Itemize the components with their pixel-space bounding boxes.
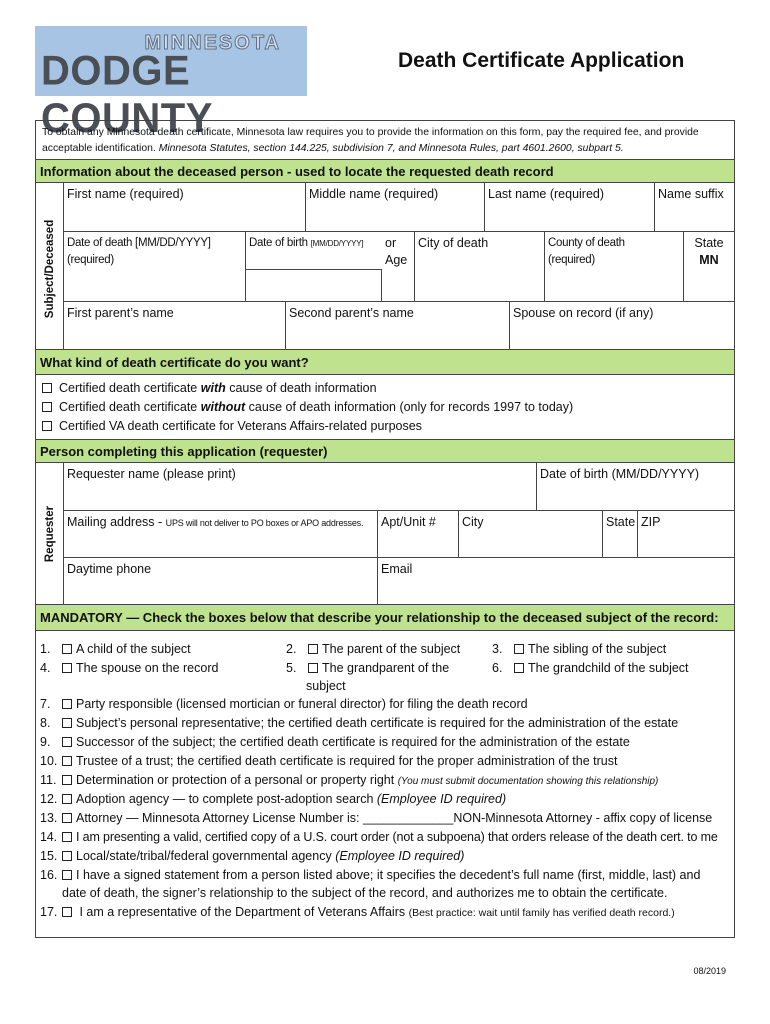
relationship-10[interactable]: 10. Trustee of a trust; the certified death certificate is required for the proper administration of the trust [40, 754, 618, 768]
checkbox[interactable] [308, 644, 318, 654]
kind-option-2[interactable]: Certified death certificate without cause of death information (only for records 1997 to today) [42, 398, 573, 416]
relationship-6[interactable]: 6. The grandchild of the subject [492, 661, 689, 675]
last-name-field[interactable]: Last name (required) [485, 183, 655, 232]
relationship-3[interactable]: 3. The sibling of the subject [492, 642, 667, 656]
relationship-16-cont: date of death, the signer’s relationship to the subject of the record, and authorizes me to obtain the certificate. [62, 886, 668, 900]
date-of-death-field[interactable]: Date of death [MM/DD/YYYY] (required) [64, 232, 246, 302]
relationship-11[interactable]: 11. Determination or protection of a personal or property right (You must submit documentation showing this relationship) [40, 773, 659, 787]
requester-name-field[interactable]: Requester name (please print) [64, 463, 537, 511]
first-parent-field[interactable]: First parent’s name [64, 302, 286, 354]
state-field: State MN [684, 232, 734, 302]
age-field[interactable]: or Age [382, 232, 415, 302]
checkbox[interactable] [514, 663, 524, 673]
checkbox[interactable] [62, 832, 72, 842]
intro-statute: Minnesota Statutes, section 144.225, subdivision 7, and Minnesota Rules, part 4601.2600, subpart 5. [158, 142, 624, 154]
relationship-14[interactable]: 14. I am presenting a valid, certified copy of a U.S. court order (not a subpoena) that orders release of the death cert. to me [40, 830, 718, 844]
relationship-7[interactable]: 7. Party responsible (licensed mortician or funeral director) for filing the death record [40, 697, 528, 711]
second-parent-field[interactable]: Second parent’s name [286, 302, 510, 354]
middle-name-field[interactable]: Middle name (required) [306, 183, 485, 232]
relationship-1[interactable]: 1. A child of the subject [40, 642, 191, 656]
relationship-8[interactable]: 8. Subject’s personal representative; the certified death certificate is required for the administration of the estate [40, 716, 679, 730]
apt-unit-field[interactable]: Apt/Unit # [378, 511, 459, 558]
relationship-15[interactable]: 15. Local/state/tribal/federal governmental agency (Employee ID required) [40, 849, 465, 863]
checkbox[interactable] [62, 794, 72, 804]
county-of-death-field[interactable]: County of death (required) [545, 232, 684, 302]
checkbox[interactable] [62, 644, 72, 654]
state-value: MN [699, 253, 719, 267]
date-of-birth-blank[interactable] [246, 270, 382, 302]
spouse-field[interactable]: Spouse on record (if any) [510, 302, 734, 354]
relationship-9[interactable]: 9. Successor of the subject; the certified death certificate is required for the administration of the estate [40, 735, 630, 749]
intro-text: To obtain any Minnesota death certificate, Minnesota law requires you to provide the information on this form, pay the required fee, and provide acceptable identification. Minnesota Statutes, section 144.225, subdivision 7, and Minnesota Rules, part 4601.2600, subpart 5. [42, 127, 699, 154]
checkbox[interactable] [62, 907, 72, 917]
requester-section-heading: Person completing this application (requester) [36, 439, 734, 463]
date-of-birth-field[interactable]: Date of birth [MM/DD/YYYY] [246, 232, 382, 270]
deceased-section-heading: Information about the deceased person - used to locate the requested death record [36, 159, 734, 183]
city-of-death-field[interactable]: City of death [415, 232, 545, 302]
requester-dob-field[interactable]: Date of birth (MM/DD/YYYY) [537, 463, 734, 511]
first-name-field[interactable]: First name (required) [64, 183, 306, 232]
relationship-12[interactable]: 12. Adoption agency — to complete post-adoption search (Employee ID required) [40, 792, 507, 806]
email-field[interactable]: Email [378, 558, 734, 605]
checkbox[interactable] [514, 644, 524, 654]
relationship-2[interactable]: 2. The parent of the subject [286, 642, 461, 656]
checkbox[interactable] [308, 663, 318, 673]
checkbox[interactable] [62, 851, 72, 861]
kind-section-heading: What kind of death certificate do you want? [36, 349, 734, 375]
city-field[interactable]: City [459, 511, 603, 558]
relationship-4[interactable]: 4. The spouse on the record [40, 661, 219, 675]
mailing-address-field[interactable]: Mailing address - UPS will not deliver to PO boxes or APO addresses. [64, 511, 378, 558]
dodge-county-logo [35, 26, 307, 142]
form-revision-date: 08/2019 [693, 966, 726, 976]
checkbox[interactable] [62, 737, 72, 747]
relationship-5-cont: subject [306, 679, 346, 693]
kind-option-3[interactable]: Certified VA death certificate for Veterans Affairs-related purposes [42, 417, 422, 435]
checkbox[interactable] [62, 663, 72, 673]
checkbox[interactable] [42, 402, 52, 412]
checkbox[interactable] [62, 870, 72, 880]
relationship-16[interactable]: 16. I have a signed statement from a person listed above; it specifies the decedent’s full name (first, middle, last) and [40, 868, 701, 882]
checkbox[interactable] [62, 718, 72, 728]
relationship-5[interactable]: 5. The grandparent of the [286, 661, 450, 675]
checkbox[interactable] [62, 756, 72, 766]
requester-side-label: Requester [36, 463, 64, 605]
mandatory-section-heading: MANDATORY — Check the boxes below that describe your relationship to the deceased subject of the record: [36, 605, 734, 631]
daytime-phone-field[interactable]: Daytime phone [64, 558, 378, 605]
checkbox[interactable] [62, 699, 72, 709]
checkbox[interactable] [42, 383, 52, 393]
checkbox[interactable] [42, 421, 52, 431]
relationship-17[interactable]: 17. I am a representative of the Department of Veterans Affairs (Best practice: wait until family has verified death record.) [40, 905, 675, 919]
logo-county: DODGE COUNTY [41, 47, 213, 142]
page-title: Death Certificate Application [398, 49, 685, 72]
name-suffix-field[interactable]: Name suffix [655, 183, 734, 232]
relationship-13[interactable]: 13. Attorney — Minnesota Attorney License Number is: _____________NON-Minnesota Attorney - affix copy of license [40, 811, 713, 825]
kind-option-1[interactable]: Certified death certificate with cause of death information [42, 379, 377, 397]
checkbox[interactable] [62, 775, 72, 785]
checkbox[interactable] [62, 813, 72, 823]
logo-state: MINNESOTA [144, 32, 281, 54]
state-input[interactable]: State [603, 511, 638, 558]
zip-field[interactable]: ZIP [638, 511, 734, 558]
deceased-side-label: Subject/Deceased [36, 183, 64, 354]
